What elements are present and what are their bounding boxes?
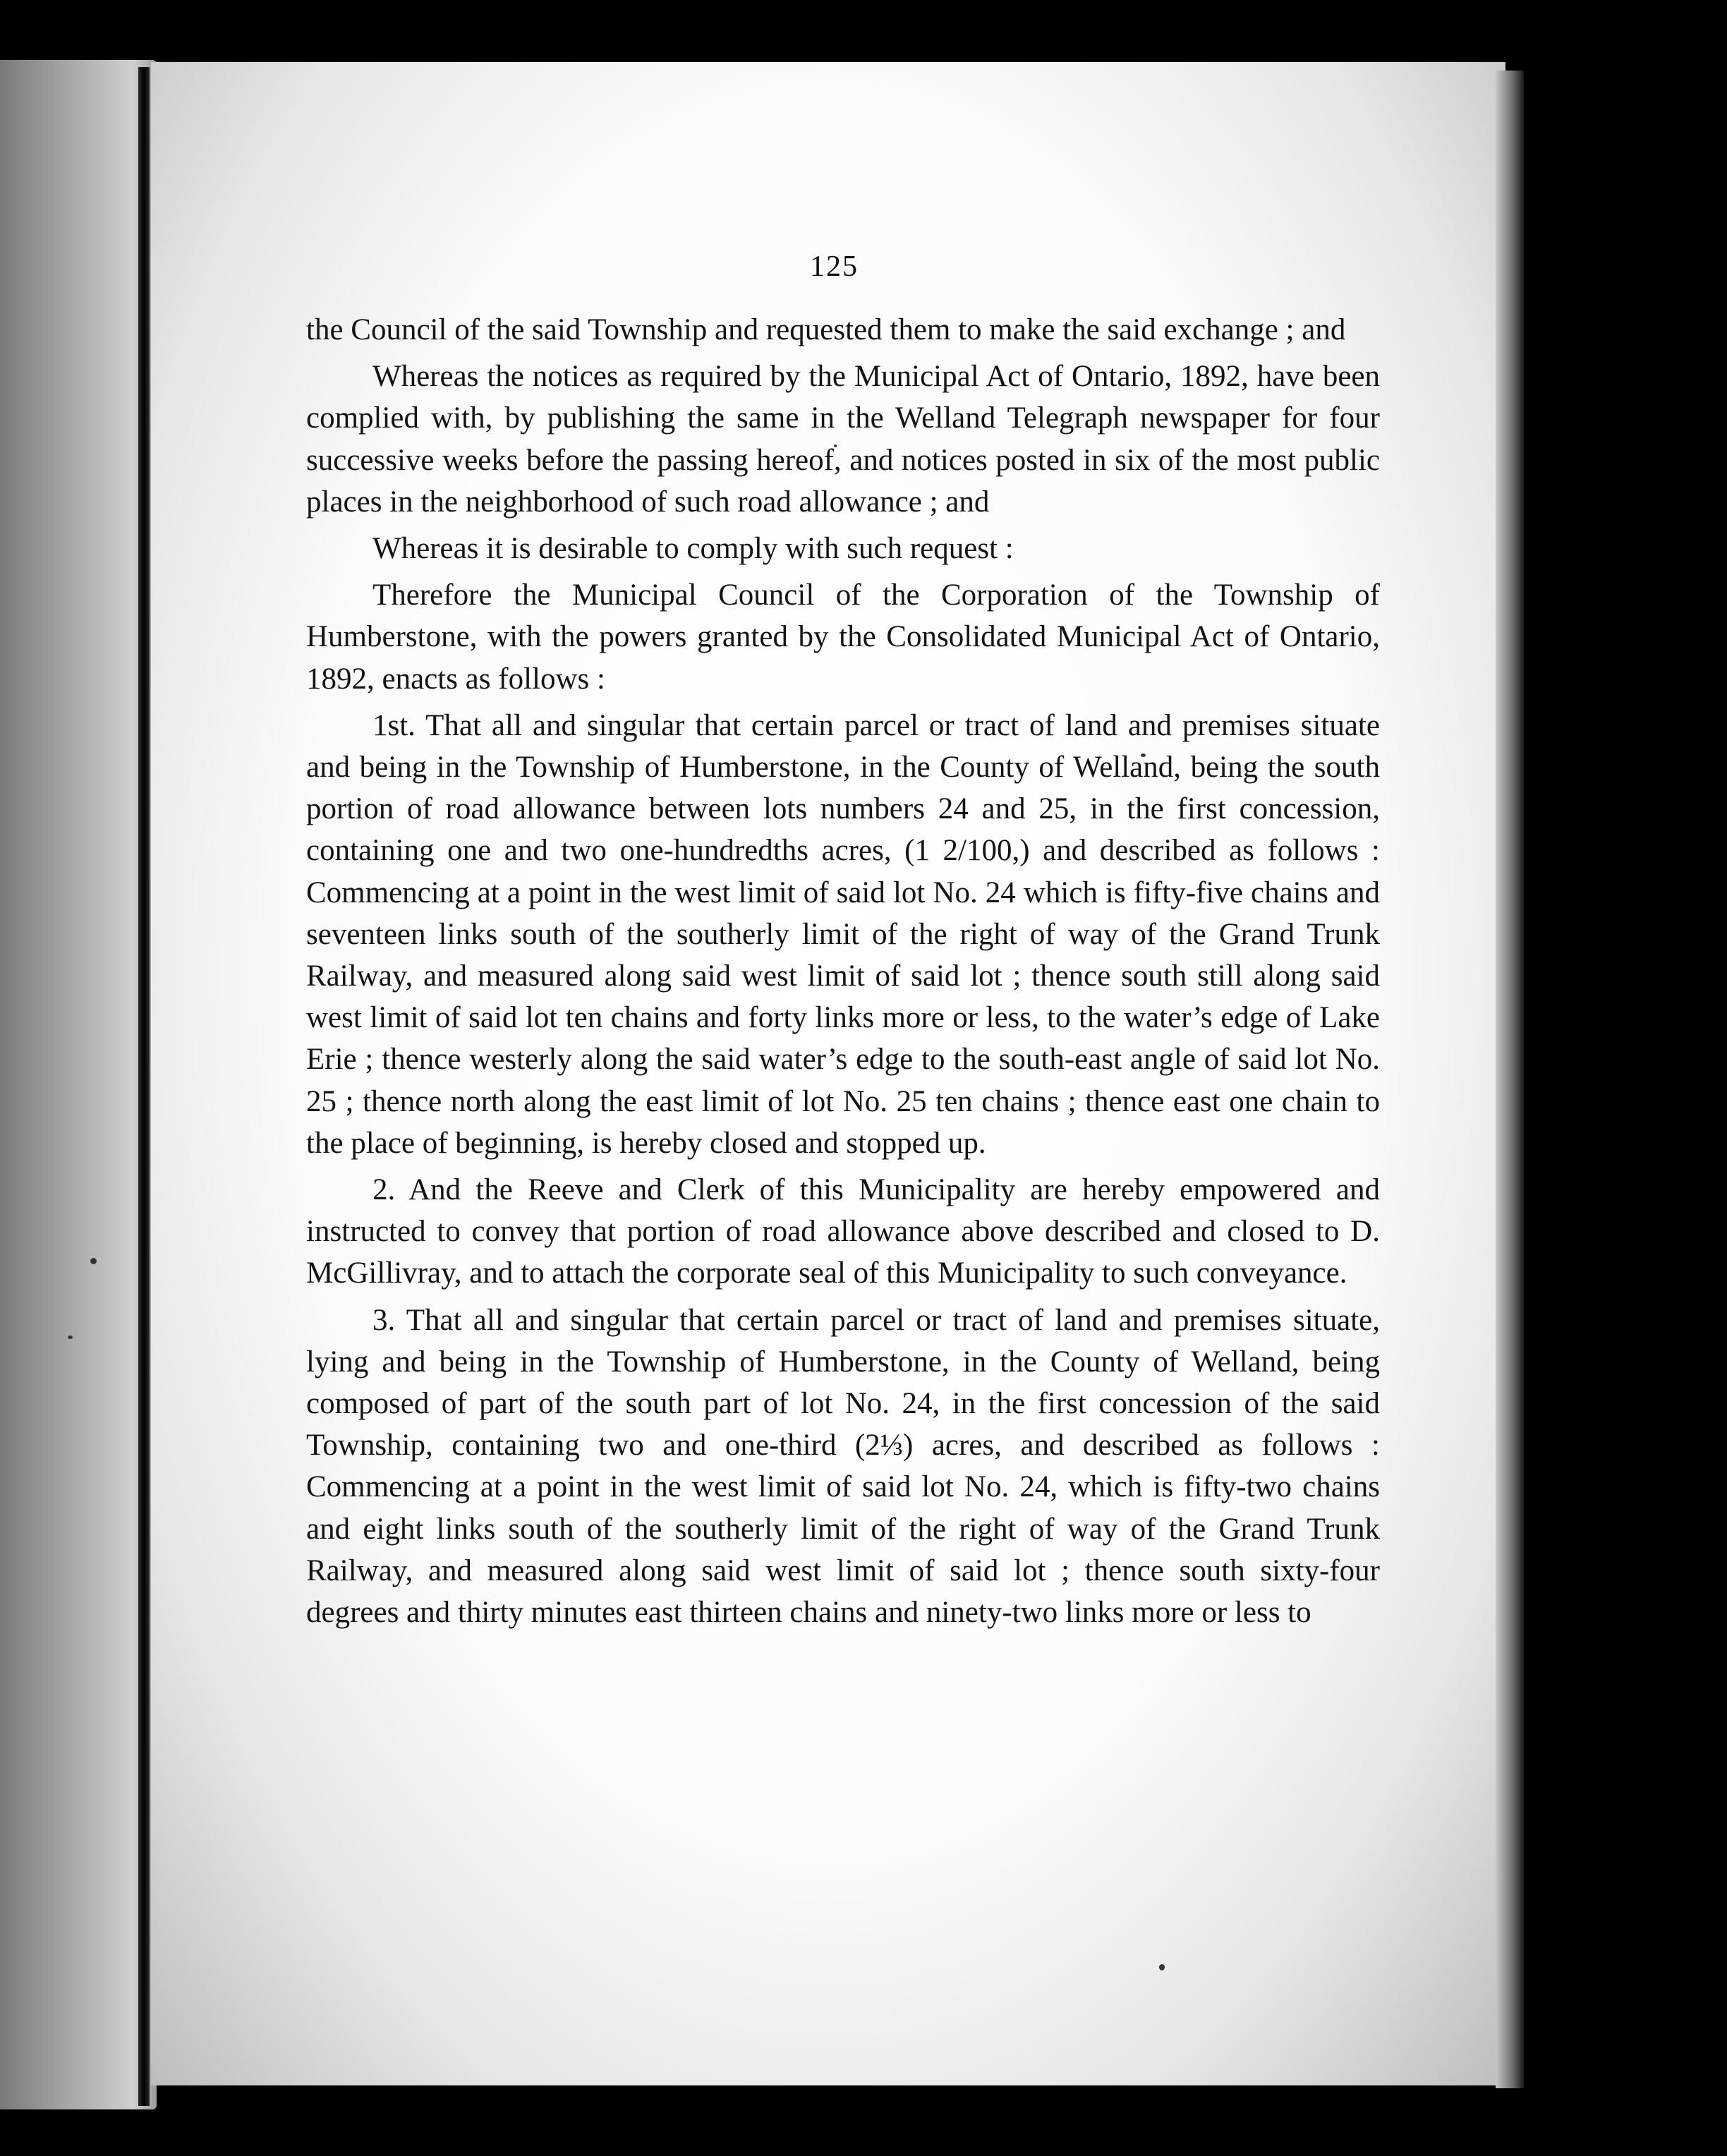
speck <box>68 1336 73 1339</box>
facing-page-edge <box>0 60 157 2109</box>
paragraph-continuation: the Council of the said Township and requested them to make the said exchange ; and <box>306 313 1346 346</box>
paragraph-section-3: 3. That all and singular that certain parcel or tract of land and premises situate, lying and being in the Township of Humberstone, in the County of Welland, being composed of part of the south part of lot No. 24, in the first concession of the said Township, containing two and one-third (2⅓) acres, and described as follows : Commencing at a point in the west limit of said lot No. 24, which is fifty-two chains and eight links south of the southerly limit of the right of way of the Grand Trunk Railway, and measured along said west limit of said lot ; thence south sixty-four degrees and thirty minutes east thirteen chains and ninety-two links more or less to <box>306 1303 1380 1630</box>
paragraph-whereas-desirable: Whereas it is desirable to comply with such request : <box>372 532 1014 566</box>
paragraph-section-1: 1st. That all and singular that certain parcel or tract of land and premises situate and being in the Township of Humberstone, in the County of Welland, being the south portion of road allowance between lots numbers 24 and 25, in the first concession, containing one and two one-hundredths acres, (1 2/100,) and described as follows : Commencing at a point in the west limit of said lot No. 24 which is fifty-five chains and seventeen links south of the southerly limit of the right of way of the Grand Trunk Railway, and measured along said west limit of said lot ; thence south still along said west limit of said lot ten chains and forty links more or less, to the water’s edge of Lake Erie ; thence westerly along the said water’s edge to the south-east angle of said lot No. 25 ; thence north along the east limit of lot No. 25 ten chains ; thence east one chain to the place of beginning, is hereby closed and stopped up. <box>306 708 1380 1160</box>
paragraph-whereas-notices: Whereas the notices as required by the Municipal Act of Ontario, 1892, have been complied with, by publishing the same in the Welland Telegraph newspaper for four successive weeks before the passing hereof, and notices posted in six of the most public places in the neighborhood of such road allowance ; and <box>306 360 1380 519</box>
paragraph-section-2: 2. And the Reeve and Clerk of this Municipality are hereby empowered and instructed to convey that portion of road allowance above described and closed to D. McGillivray, and to attach the corporate seal of this Municipality to such conveyance. <box>306 1173 1380 1290</box>
speck <box>90 1258 97 1264</box>
speck <box>1159 1964 1165 1970</box>
book-gutter <box>138 67 150 2106</box>
page-number: 125 <box>810 250 859 283</box>
page-stack-edge <box>1496 71 1524 2088</box>
paragraph-therefore: Therefore the Municipal Council of the Corporation of the Township of Humberstone, with the powers granted by the Consolidated Municipal Act of Ontario, 1892, enacts as follows : <box>306 579 1380 696</box>
body-text <box>306 309 1380 1638</box>
